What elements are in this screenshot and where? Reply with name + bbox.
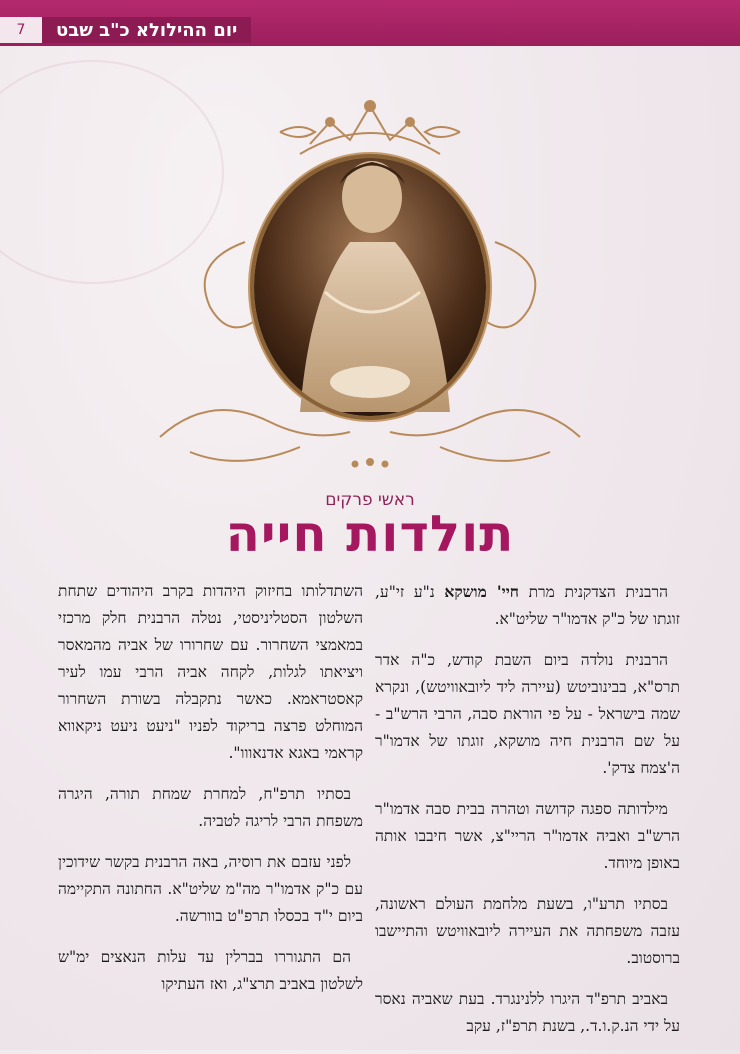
paragraph: בסתיו תרפ"ח, למחרת שמחת תורה, היגרה משפחת הרבי לריגה לטביה. <box>58 785 363 830</box>
text-column-left <box>58 578 363 1012</box>
section-subtitle: ראשי פרקים <box>325 490 415 510</box>
text-column-right <box>375 578 680 1054</box>
crown-ornament-icon <box>280 101 460 154</box>
page-number: 7 <box>0 17 42 43</box>
paragraph: באביב תרפ"ד היגרו ללנינגרד. בעת שאביה נאסר על ידי הנ.ק.ו.ד., בשנת תרפ"ז, עקב <box>375 990 680 1035</box>
paragraph: הם התגוררו בברלין עד עלות הנאצים ימ"ש לשלטון באביב תרצ"ג, ואז העתיקו <box>58 948 363 993</box>
highlighted-name: חיי' מושקא <box>444 582 519 601</box>
running-header-title: יום ההילולא כ"ב שבט <box>42 17 251 43</box>
paragraph: לפני עזבם את רוסיה, באה הרבנית בקשר שידוכין עם כ"ק אדמו"ר מה"מ שליט"א. החתונה התקיימה ביום י"ד בכסלו תרפ"ט בוורשה. <box>58 853 363 925</box>
page-title: תולדות חייה <box>225 505 515 563</box>
paragraph <box>375 578 680 633</box>
paragraph: מילדותה ספגה קדושה וטהרה בבית סבה אדמו"ר הרש"ב ואביה אדמו"ר הריי"צ, אשר חיבבו אותה באופן מיוחד. <box>375 800 680 872</box>
portrait-frame <box>150 92 590 492</box>
paragraph: הרבנית נולדה ביום השבת קודש, כ"ה אדר תרס"א, בבינוביטש (עיירה ליד ליובאוויטש), ונקרא שמה בישראל - על פי הוראת סבה, הרבי הרש"ב - על שם הרבנית חיה מושקא, זוגתו של אדמו"ר ה'צמח צדק'. <box>375 651 680 777</box>
paragraph: השתדלותו בחיזוק היהדות בקרב היהודים שתחת השלטון הסטליניסטי, נטלה הרבנית חלק מרכזי במאמצי השחרור. עם שחרורו של אביה מהמאסר ויציאתו לגלות, לקחה אביה הרבי עמו לעיר קאסטראמא. כאשר נתקבלה בשורת השחרור המוחלט פרצה בריקוד לפניו "ניעט ניעט ניקאווא קראמי באגא אדנאווו". <box>58 582 363 762</box>
paragraph: בסתיו תרע"ו, בשעת מלחמת העולם ראשונה, עזבה משפחתה את העיירה ליובאוויטש והתיישבו ברוסטוב. <box>375 895 680 967</box>
paragraph-text: נ"ע זי"ע, זוגתו של כ"ק אדמו"ר שליט"א. <box>375 583 680 628</box>
paragraph-text: הרבנית הצדקנית מרת <box>518 583 668 601</box>
header-tab <box>0 14 251 46</box>
